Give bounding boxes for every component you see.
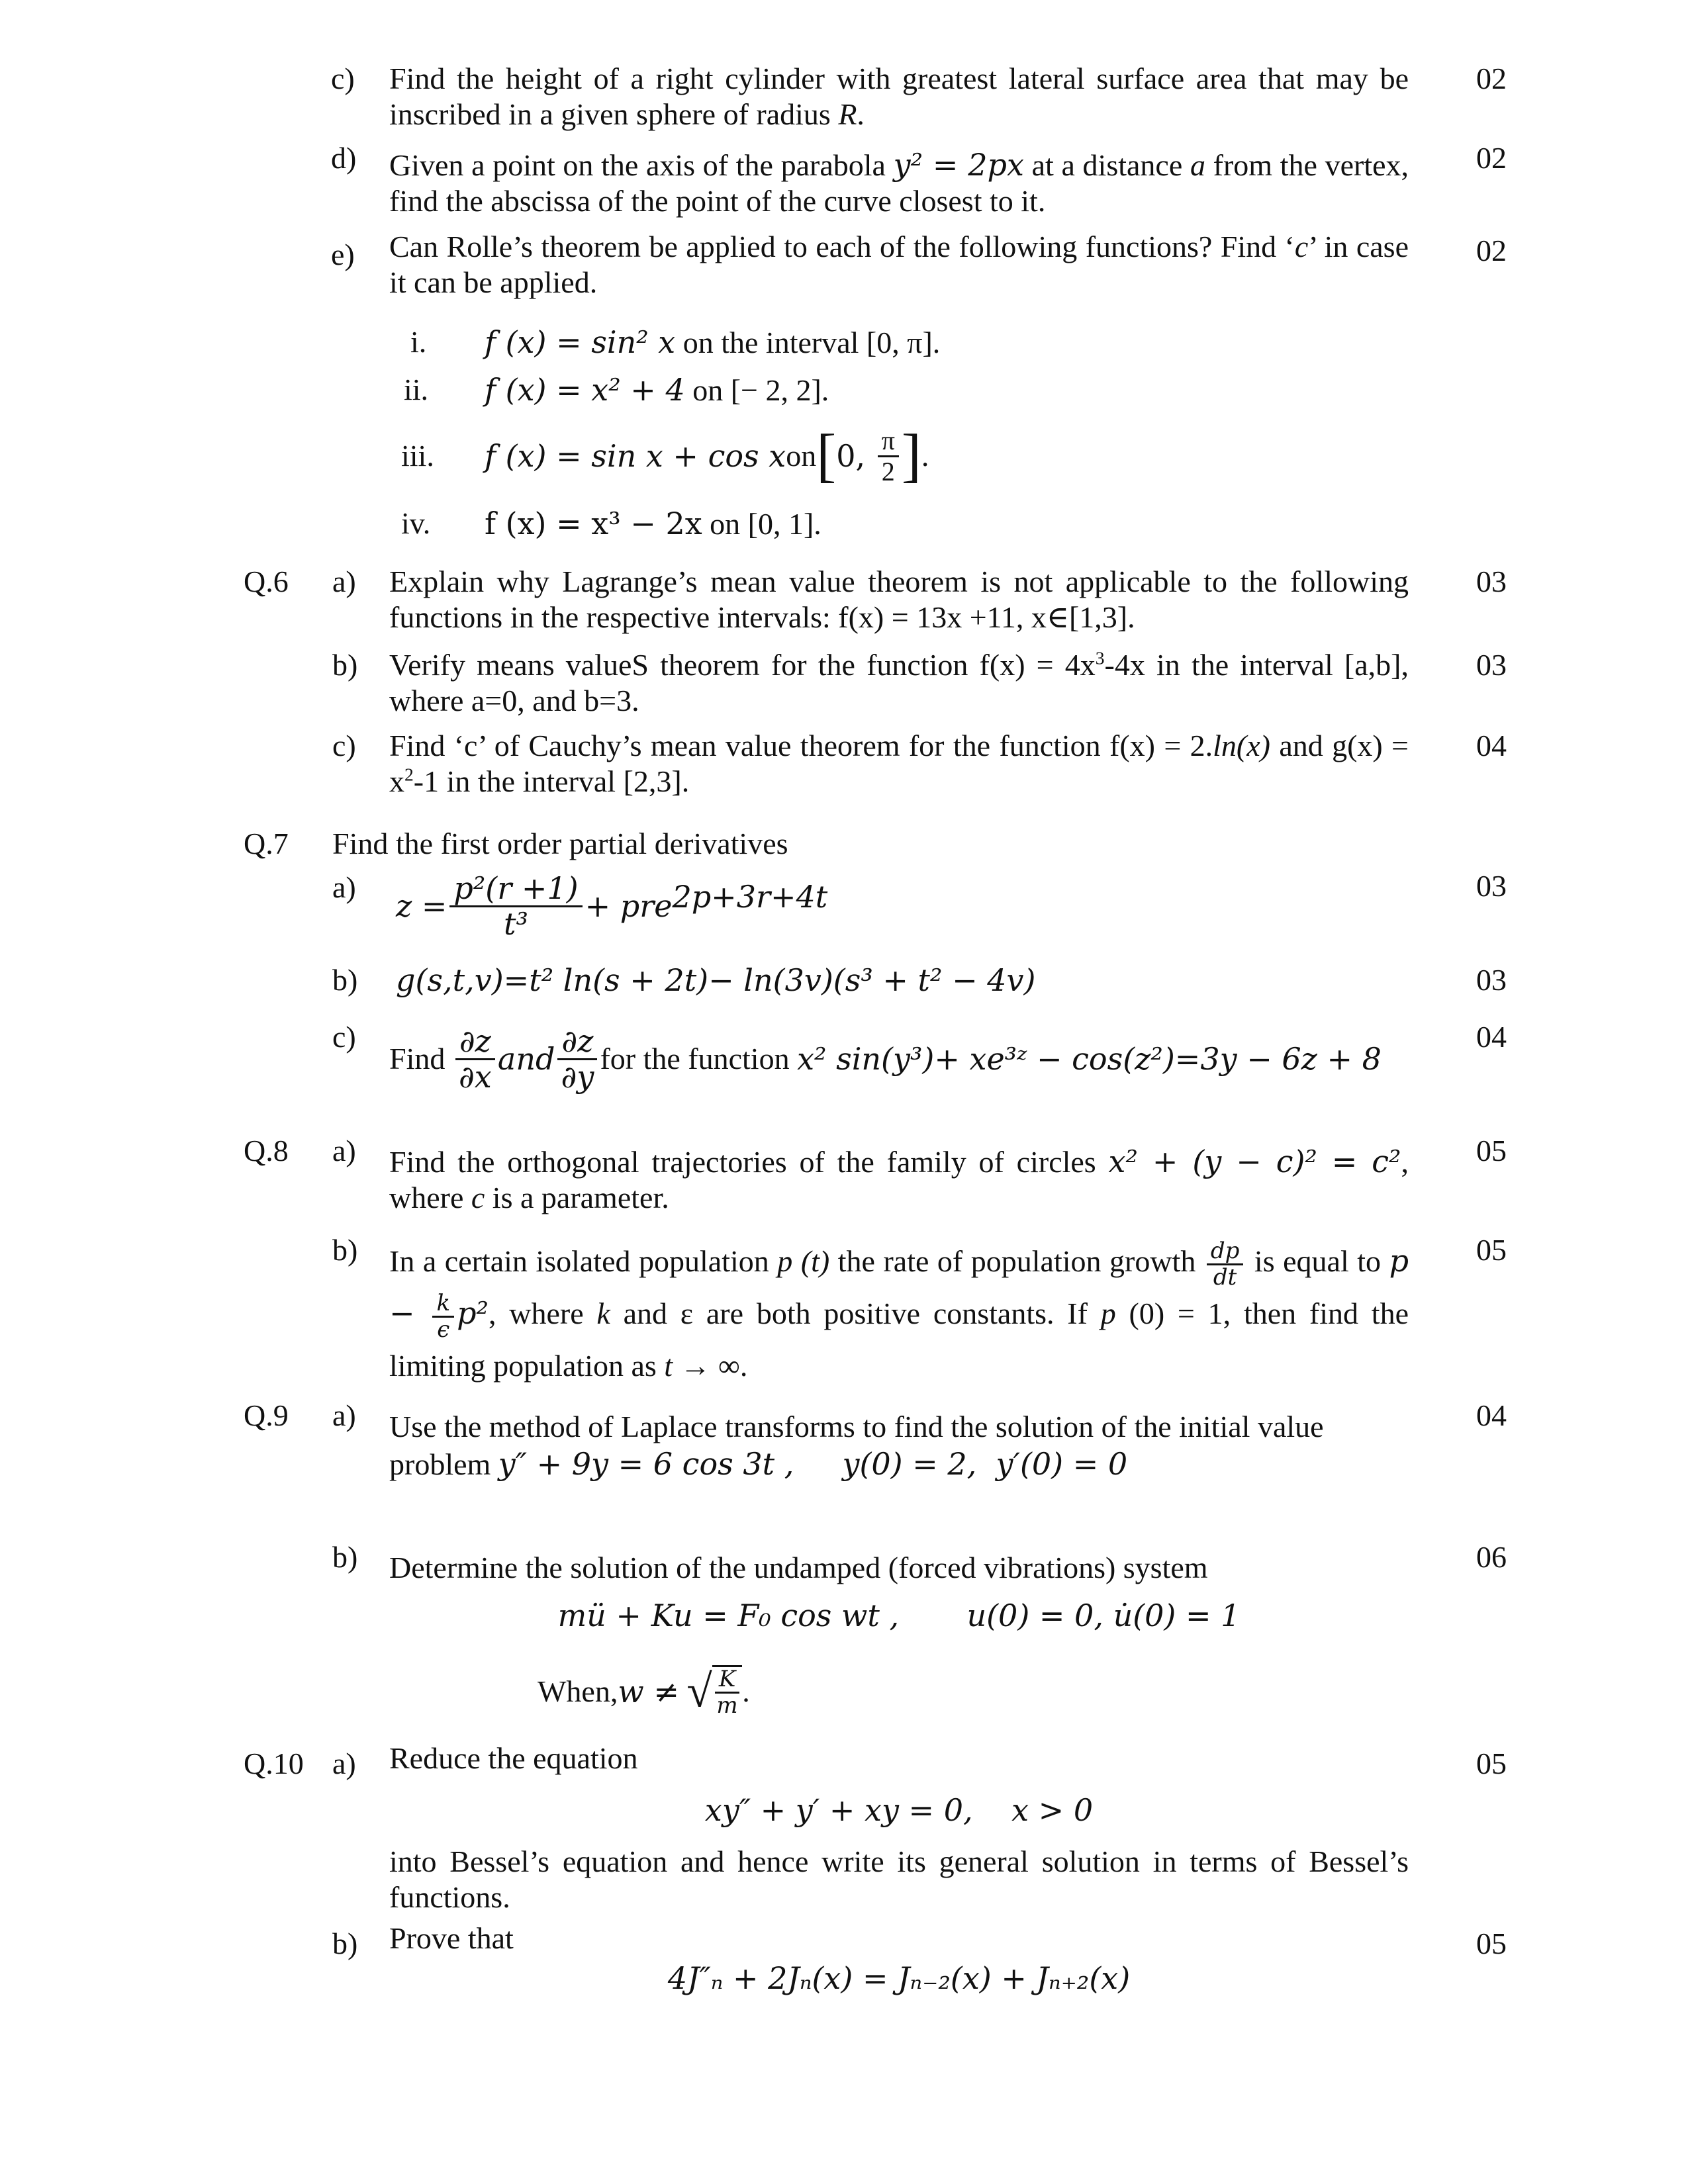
q9-number: Q.9 bbox=[244, 1398, 289, 1432]
q5e-label: e) bbox=[331, 238, 355, 271]
q9b-condition: When, w ≠ √ $\frac{K}{m}$ . bbox=[538, 1665, 750, 1719]
q10a-marks: 05 bbox=[1476, 1747, 1507, 1780]
q9a-text: Use the method of Laplace transforms to find the solution of the initial value problem y″ + 9y = 6 cos 3t , y(0) = 2, y′(0) = 0 bbox=[389, 1410, 1324, 1482]
q8a-text: Find the orthogonal trajectories of the family of circles x² + (y − c)² = c², where c is a parameter. bbox=[389, 1144, 1409, 1214]
q7c-marks: 04 bbox=[1476, 1020, 1507, 1054]
q8a-label: a) bbox=[332, 1134, 356, 1167]
q6c-marks: 04 bbox=[1476, 729, 1507, 762]
q10a-text-2: into Bessel’s equation and hence write its general solution in terms of Bessel’s functions. bbox=[389, 1844, 1409, 1914]
q5e-marks: 02 bbox=[1476, 234, 1507, 267]
rolle-item-num: ii. bbox=[404, 373, 429, 406]
q10b-marks: 05 bbox=[1476, 1927, 1507, 1960]
q10b-equation: 4J″ₙ + 2Jₙ(x) = Jₙ₋₂(x) + Jₙ₊₂(x) bbox=[667, 1960, 1131, 1996]
q8a-marks: 05 bbox=[1476, 1134, 1507, 1167]
q9a-marks: 04 bbox=[1476, 1398, 1507, 1432]
q10a-label: a) bbox=[332, 1747, 356, 1780]
rolle-item: f (x) = x² + 4 on [− 2, 2]. bbox=[485, 372, 829, 408]
q5c-marks: 02 bbox=[1476, 62, 1507, 95]
q10-number: Q.10 bbox=[244, 1747, 304, 1780]
q5c-label: c) bbox=[331, 62, 355, 95]
q6c-label: c) bbox=[332, 729, 356, 762]
q7-number: Q.7 bbox=[244, 827, 289, 860]
q8b-label: b) bbox=[332, 1233, 358, 1267]
q7a-marks: 03 bbox=[1476, 869, 1507, 903]
rolle-item: f (x) = x³ − 2x on [0, 1]. bbox=[485, 506, 821, 541]
q6c-text: Find ‘c’ of Cauchy’s mean value theorem for the function f(x) = 2.ln(x) and $g(x) = x^2-1$ in the interval [2,3]. bbox=[389, 729, 1409, 798]
q7b-expression: g(s,t,v)=t² ln(s + 2t)− ln(3v)(s³ + t² − 4v) bbox=[396, 962, 1036, 998]
q10a-equation: xy″ + y′ + xy = 0, x > 0 bbox=[704, 1792, 1094, 1828]
q6a-text: Explain why Lagrange’s mean value theorem is not applicable to the following functions in the respective intervals: f(x) = 13x +11, x∈[1,3]. bbox=[389, 565, 1409, 634]
q6b-text: Verify means valueS theorem for the function $f(x) = 4x^3-4x$ in the interval [a,b], where a=0, and b=3. bbox=[389, 647, 1409, 717]
rolle-item-num: iv. bbox=[401, 506, 431, 540]
q5e-text: Can Rolle’s theorem be applied to each of the following functions? Find ‘c’ in case it can be applied. bbox=[389, 230, 1409, 299]
q9b-label: b) bbox=[332, 1540, 358, 1574]
rolle-item: f (x) = sin² x on the interval [0, π]. bbox=[485, 324, 941, 360]
q10b-label: b) bbox=[332, 1927, 358, 1960]
q7-intro: Find the first order partial derivatives bbox=[332, 827, 788, 860]
q5d-label: d) bbox=[331, 141, 357, 175]
q7c-text: Find $\frac{\partial z}{\partial x}$ and $\frac{\partial z}{\partial y}$ for the function x² sin(y³)+ xe³ᶻ − cos(z²)=3y − 6z + 8 bbox=[389, 1023, 1382, 1095]
q6b-label: b) bbox=[332, 648, 358, 682]
q7b-label: b) bbox=[332, 963, 358, 997]
q5d-marks: 02 bbox=[1476, 141, 1507, 175]
rolle-item-num: i. bbox=[410, 325, 427, 359]
q6-number: Q.6 bbox=[244, 565, 289, 598]
q9b-text: Determine the solution of the undamped (forced vibrations) system bbox=[389, 1551, 1208, 1584]
q10a-text: Reduce the equation bbox=[389, 1741, 638, 1775]
q9a-label: a) bbox=[332, 1398, 356, 1432]
q8b-text: In a certain isolated population p (t) the rate of population growth $\frac{dp}{dt}$ is equal to p − $\frac{k}{\epsilon}$ p², where k and ε are both positive constants. If p (0) = 1, then find the limiting population as t → ∞. bbox=[389, 1237, 1409, 1383]
q9b-equation: mü + Ku = F₀ cos wt , u(0) = 0, u̇(0) = 1 bbox=[557, 1598, 1241, 1633]
q6b-marks: 03 bbox=[1476, 648, 1507, 682]
q10b-text: Prove that bbox=[389, 1921, 514, 1955]
q8-number: Q.8 bbox=[244, 1134, 289, 1167]
q7b-marks: 03 bbox=[1476, 963, 1507, 997]
q6a-label: a) bbox=[332, 565, 356, 598]
rolle-item-num: iii. bbox=[401, 439, 434, 473]
q7a-label: a) bbox=[332, 870, 356, 904]
rolle-item: f (x) = sin x + cos x on [ 0, $\frac{\pi}{2}$ ] . bbox=[485, 423, 929, 488]
q9b-marks: 06 bbox=[1476, 1540, 1507, 1574]
q8b-marks: 05 bbox=[1476, 1233, 1507, 1267]
q6a-marks: 03 bbox=[1476, 565, 1507, 598]
q7a-expression: z = $\frac{\text{p²(r +1)}}{\text{t³}}$ + pre $^{2p+3r+4t}$ bbox=[396, 870, 828, 942]
q5d-text: Given a point on the axis of the parabola y² = 2px at a distance a from the vertex, find the abscissa of the point of the curve closest to it. bbox=[389, 147, 1409, 218]
q5c-text: Find the height of a right cylinder with greatest lateral surface area that may be inscribed in a given sphere of radius R. bbox=[389, 62, 1409, 131]
q7c-label: c) bbox=[332, 1020, 356, 1054]
